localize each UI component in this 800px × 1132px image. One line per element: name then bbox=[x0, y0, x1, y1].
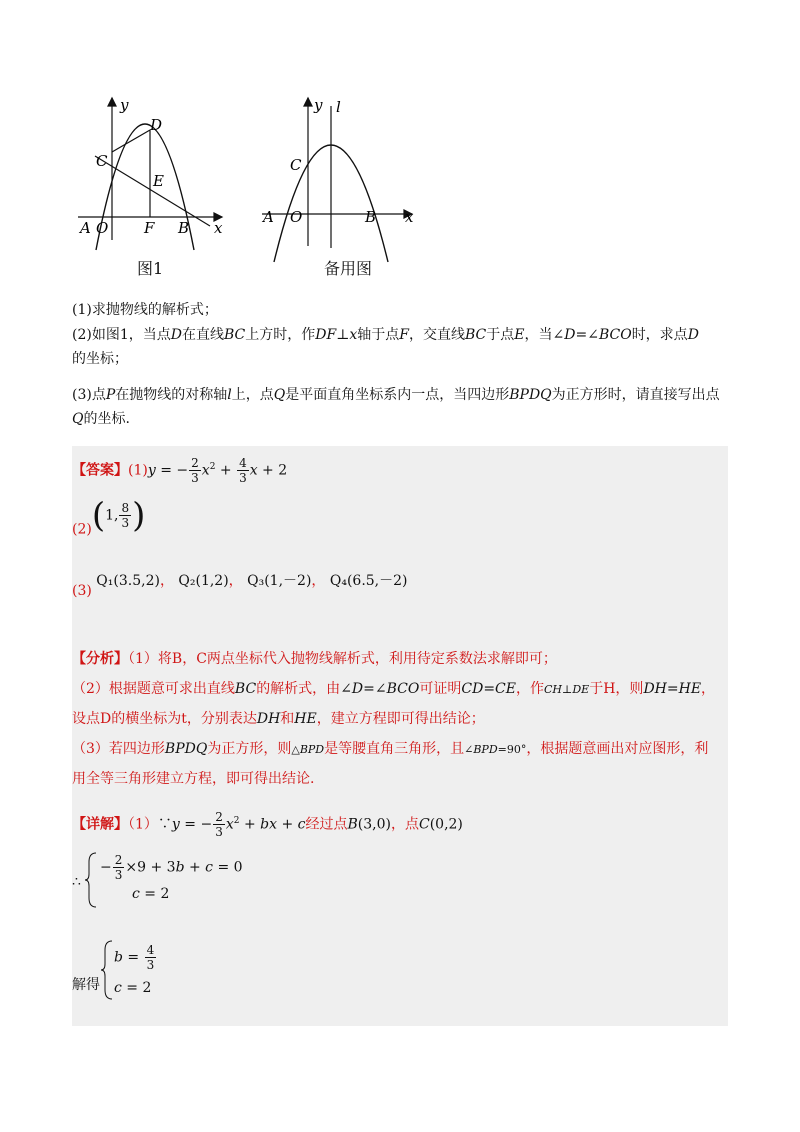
analysis-2: （2）根据题意可求出直线BC的解析式，由∠D=∠BCO可证明CD=CE，作CH⊥DE于H，则DH=HE， bbox=[72, 681, 716, 697]
analysis-3: （3）若四边形BPDQ为正方形，则△BPD是等腰直角三角形，且∠BPD=90°，根据题意画出对应图形，利 bbox=[72, 741, 709, 757]
fig1-label-x: x bbox=[214, 219, 223, 237]
figure-2 bbox=[262, 98, 412, 262]
answer-3-item-4: Q₄(6.5,－2) bbox=[329, 573, 408, 589]
system-1-brace bbox=[84, 852, 98, 908]
fig2-label-c: C bbox=[290, 156, 302, 174]
fig1-label-c: C bbox=[96, 152, 108, 170]
fig2-label-b: B bbox=[365, 208, 377, 226]
figure-svg bbox=[0, 0, 800, 290]
fig1-y-arrow bbox=[108, 98, 116, 106]
fig2-label-o: O bbox=[290, 208, 303, 226]
analysis-2b: 设点D的横坐标为t，分别表达DH和HE，建立方程即可得出结论； bbox=[72, 711, 485, 727]
fig1-caption: 图1 bbox=[137, 259, 164, 278]
answer-2: (2)(1, $\frac{8}{3}$ ) bbox=[72, 495, 146, 538]
analysis-1: 【分析】（1）将B，C两点坐标代入抛物线解析式，利用待定系数法求解即可； bbox=[72, 651, 557, 667]
answer-1: 【答案】(1)y = − $\frac{2}{3}$ $x^2$ + $\frac{4}{3}$ x + 2 bbox=[72, 456, 288, 486]
fig2-label-x: x bbox=[405, 208, 414, 226]
fig1-label-a: A bbox=[80, 219, 91, 237]
fig1-label-e: E bbox=[153, 172, 164, 190]
fig2-y-arrow bbox=[304, 98, 312, 106]
answer-3-item-3: Q₃(1,－2) bbox=[247, 573, 312, 589]
detail-1: 【详解】（1）∵y = − $\frac{2}{3}$ $x^2$ + bx + c经过点B(3,0)，点C(0,2) bbox=[72, 810, 463, 840]
fig1-label-f: F bbox=[144, 219, 155, 237]
question-1: (1)求抛物线的解析式； bbox=[72, 302, 218, 318]
fig1-label-y: y bbox=[120, 96, 129, 114]
fig2-label-a: A bbox=[263, 208, 274, 226]
fig2-label-y: y bbox=[314, 96, 323, 114]
system-2-brace bbox=[100, 940, 114, 1000]
answer-3-item-2: Q₂(1,2) bbox=[178, 573, 229, 589]
analysis-3b: 用全等三角形建立方程，即可得出结论. bbox=[72, 771, 315, 787]
answer-3-item-1: Q₁(3.5,2) bbox=[96, 573, 160, 589]
figures bbox=[0, 0, 800, 290]
fig2-caption: 备用图 bbox=[324, 259, 373, 278]
answer-box bbox=[72, 446, 728, 1026]
fig2-label-l: l bbox=[336, 98, 341, 116]
question-2: (2)如图1，当点D在直线BC上方时，作DF⊥x轴于点F，交直线BC于点E，当∠D=∠BCO时，求点D 的坐标； bbox=[72, 327, 699, 367]
answer-3: (3) Q₁(3.5,2)， Q₂(1,2)， Q₃(1,－2)， Q₄(6.5,－2) bbox=[72, 573, 408, 599]
fig1-label-b: B bbox=[178, 219, 190, 237]
fig1-label-o: O bbox=[96, 219, 109, 237]
question-3: (3)点P在抛物线的对称轴l上，点Q是平面直角坐标系内一点，当四边形BPDQ为正方形时，请直接写出点 Q的坐标. bbox=[72, 387, 720, 427]
fig1-label-d: D bbox=[150, 116, 163, 134]
